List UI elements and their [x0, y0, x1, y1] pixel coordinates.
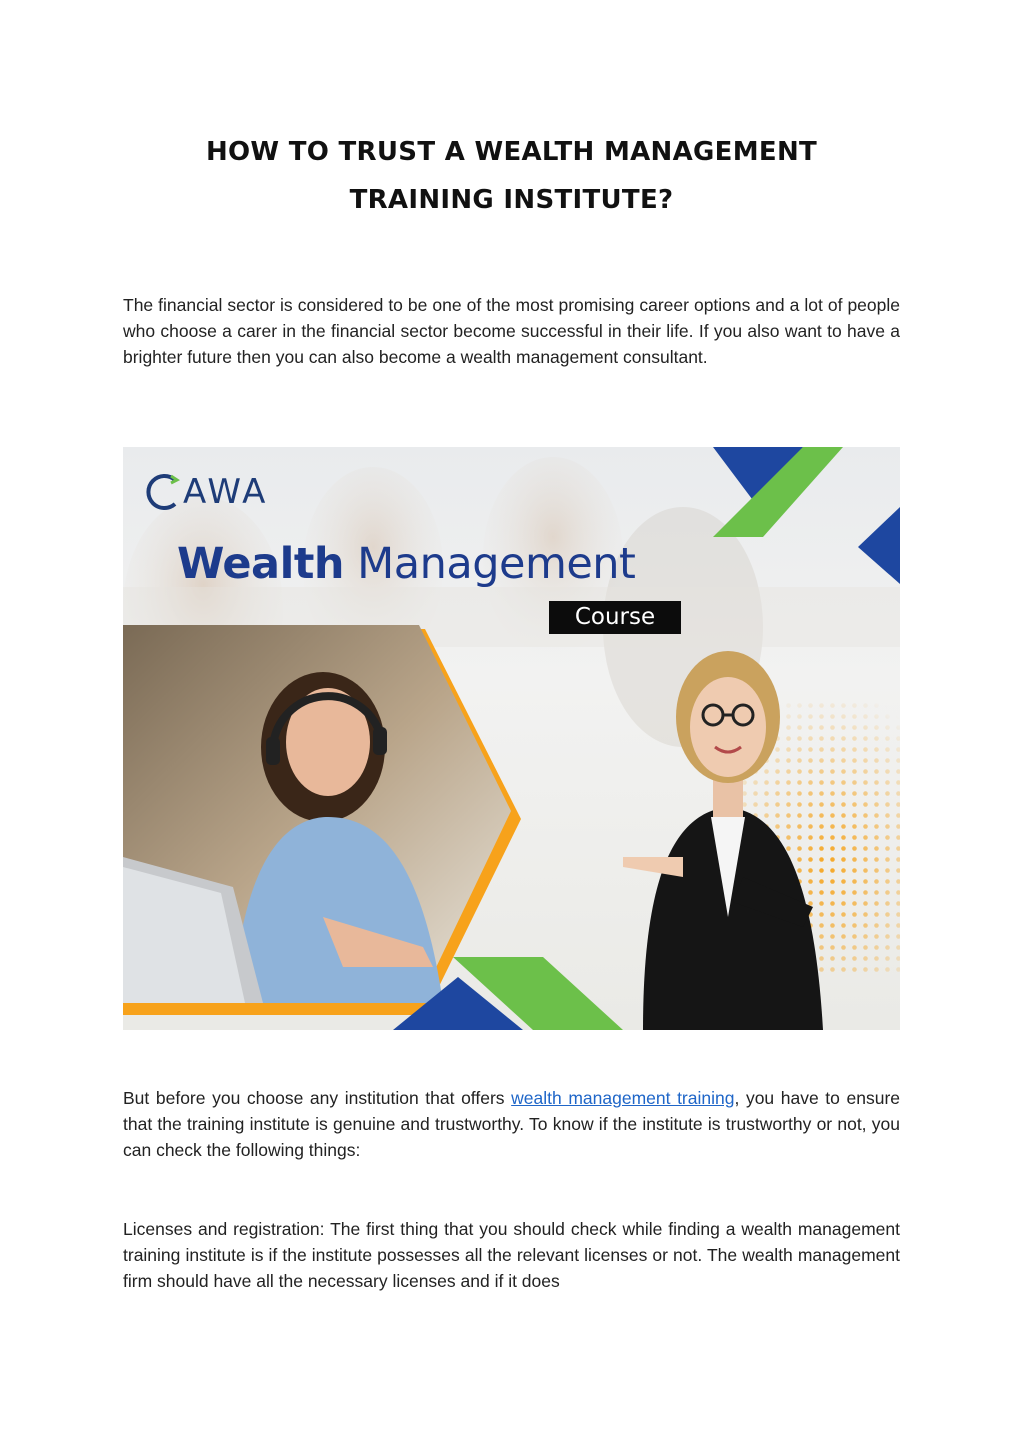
para2-before-link: But before you choose any institution that offers — [123, 1088, 512, 1108]
banner-title — [177, 539, 635, 589]
title-line-2: TRAINING INSTITUTE? — [349, 185, 674, 215]
title-line-1: HOW TO TRUST A WEALTH MANAGEMENT — [205, 137, 818, 167]
licenses-paragraph: Licenses and registration: The first thing that you should check while finding a wealth management training institute is if the institute possesses all the relevant licenses or not. The wealth management firm should have all the necessary licenses and if it does — [123, 1219, 900, 1291]
cawa-logo — [145, 469, 268, 515]
banner-title-regular: Management — [343, 539, 636, 589]
intro-paragraph: The financial sector is considered to be one of the most promising career options and a lot of people who choose a carer in the financial sector become successful in their life. If you also want to have a brighter future then you can also become a wealth management consultant. — [123, 295, 900, 367]
logo-c-icon — [145, 472, 181, 512]
para2-after-link: , you have to ensure that the training institute is genuine and trustworthy. To know if the institute is trustworthy or not, you can check the following things: — [123, 1088, 901, 1160]
document-title — [120, 128, 903, 224]
course-banner-image — [123, 447, 900, 1030]
logo-text: AWA — [183, 472, 269, 512]
banner-title-bold: Wealth — [177, 539, 344, 589]
wealth-management-training-link[interactable]: wealth management training — [511, 1088, 735, 1108]
banner-graphics — [123, 447, 900, 1030]
institution-paragraph — [123, 1085, 900, 1163]
blue-triangle-right — [858, 507, 900, 584]
course-badge: Course — [549, 601, 681, 634]
